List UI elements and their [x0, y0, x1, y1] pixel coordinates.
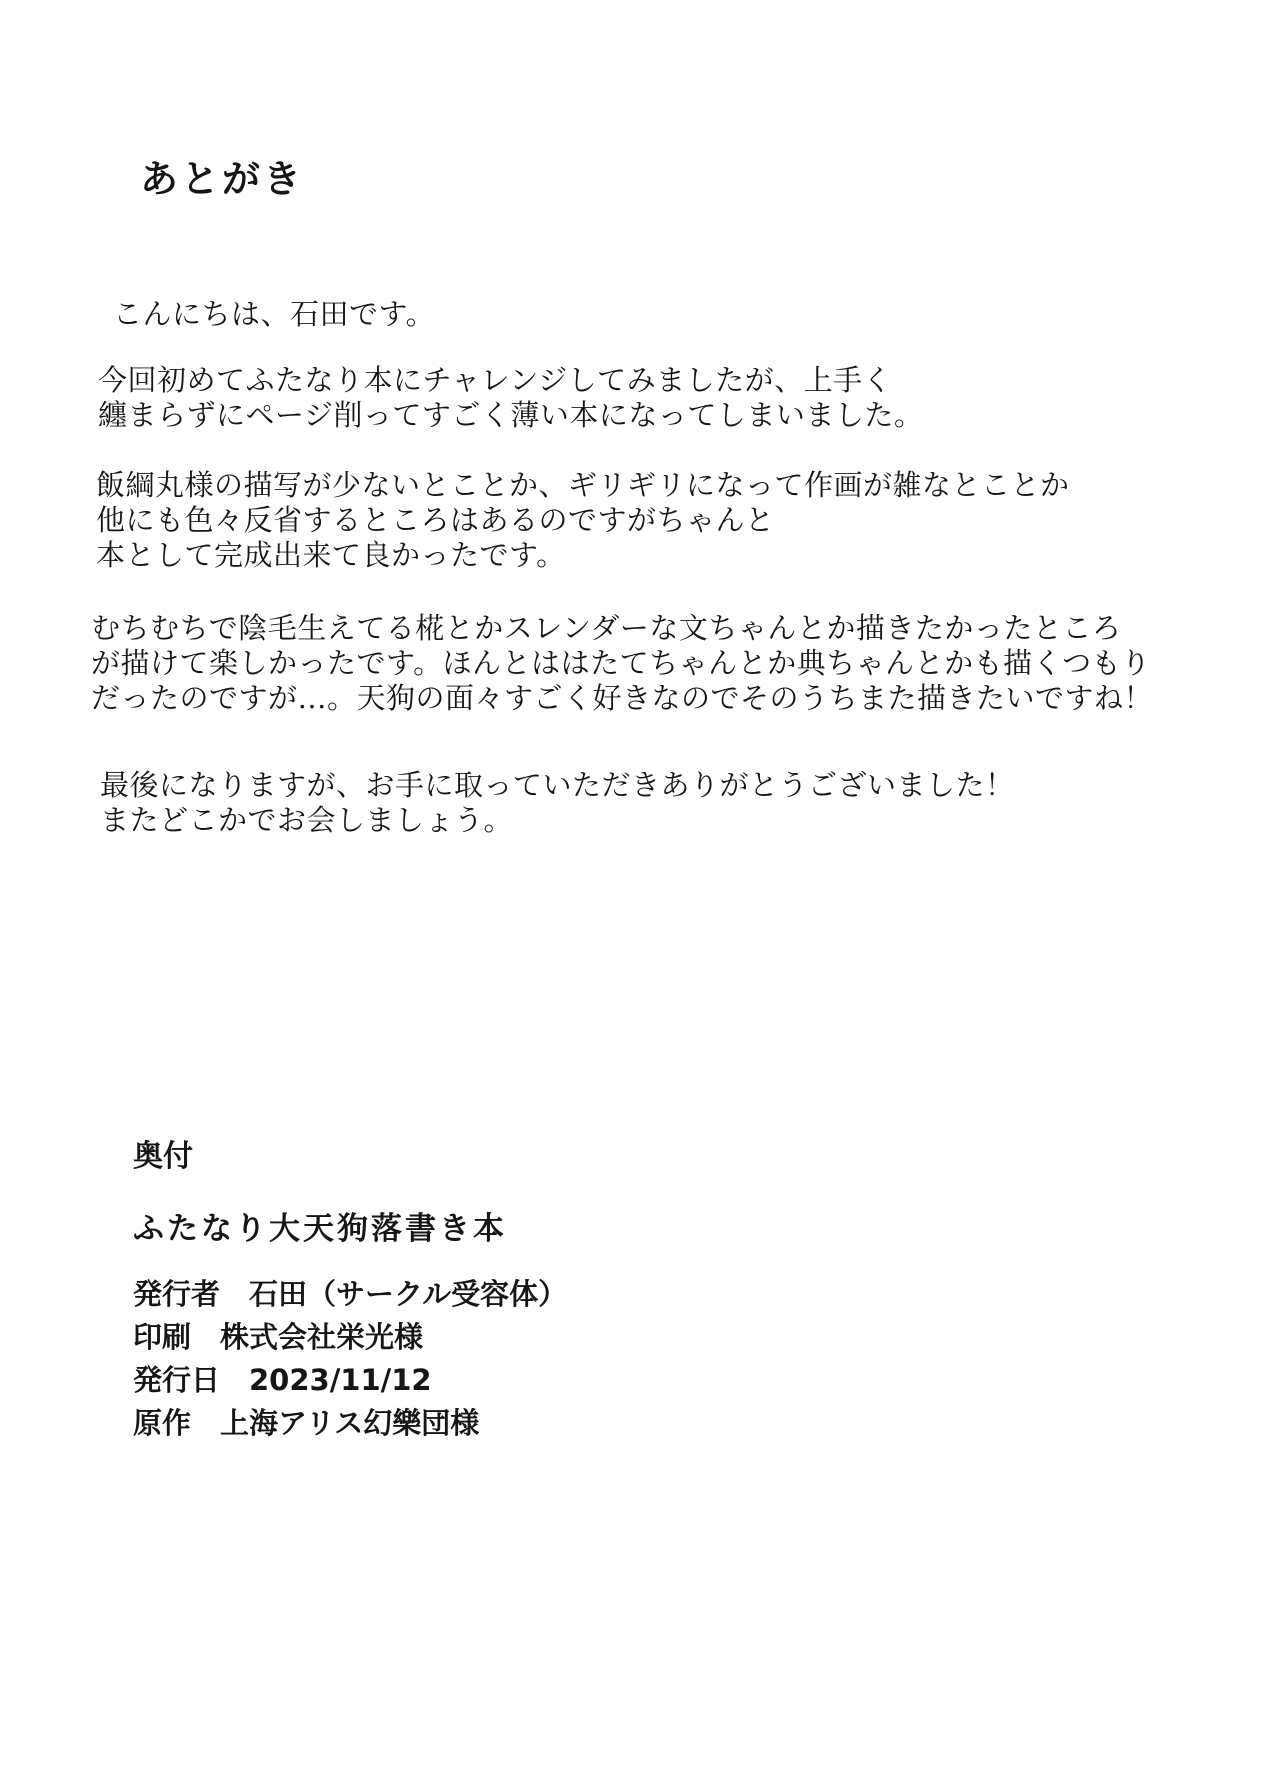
paragraph-line: 今回初めてふたなり本にチャレンジしてみましたが、上手く: [98, 363, 893, 397]
paragraph-line: 纏まらずにページ削ってすごく薄い本になってしまいました。: [98, 398, 924, 432]
paragraph-line: 飯綱丸様の描写が少ないとことか、ギリギリになって作画が雑なとことか: [96, 468, 1070, 502]
closing-line: またどこかでお会しましょう。: [100, 803, 514, 837]
colophon-heading: 奥付: [133, 1139, 193, 1174]
paragraph-line: だったのですが…。天狗の面々すごく好きなのでそのうちまた描きたいですね！: [91, 681, 1154, 715]
paragraph-line: 他にも色々反省するところはあるのですがちゃんと: [96, 503, 775, 537]
closing-line: 最後になりますが、お手に取っていただきありがとうございました！: [100, 768, 1015, 802]
printer-line: 印刷 株式会社栄光様: [133, 1320, 424, 1354]
book-title: ふたなり大天狗落書き本: [133, 1211, 507, 1247]
original-work-line: 原作 上海アリス幻樂団様: [133, 1406, 480, 1440]
page-title: あとがき: [140, 156, 305, 201]
paragraph-line: むちむちで陰毛生えてる椛とかスレンダーな文ちゃんとか描きたかったところ: [91, 611, 1122, 645]
greeting-line: こんにちは、石田です。: [113, 297, 436, 331]
paragraph-line: 本として完成出来て良かったです。: [96, 538, 566, 572]
paragraph-line: が描けて楽しかったです。ほんとははたてちゃんとか典ちゃんとかも描くつもり: [91, 646, 1151, 680]
publisher-line: 発行者 石田（サークル受容体）: [133, 1277, 568, 1311]
publication-date-line: 発行日 2023/11/12: [133, 1363, 432, 1397]
